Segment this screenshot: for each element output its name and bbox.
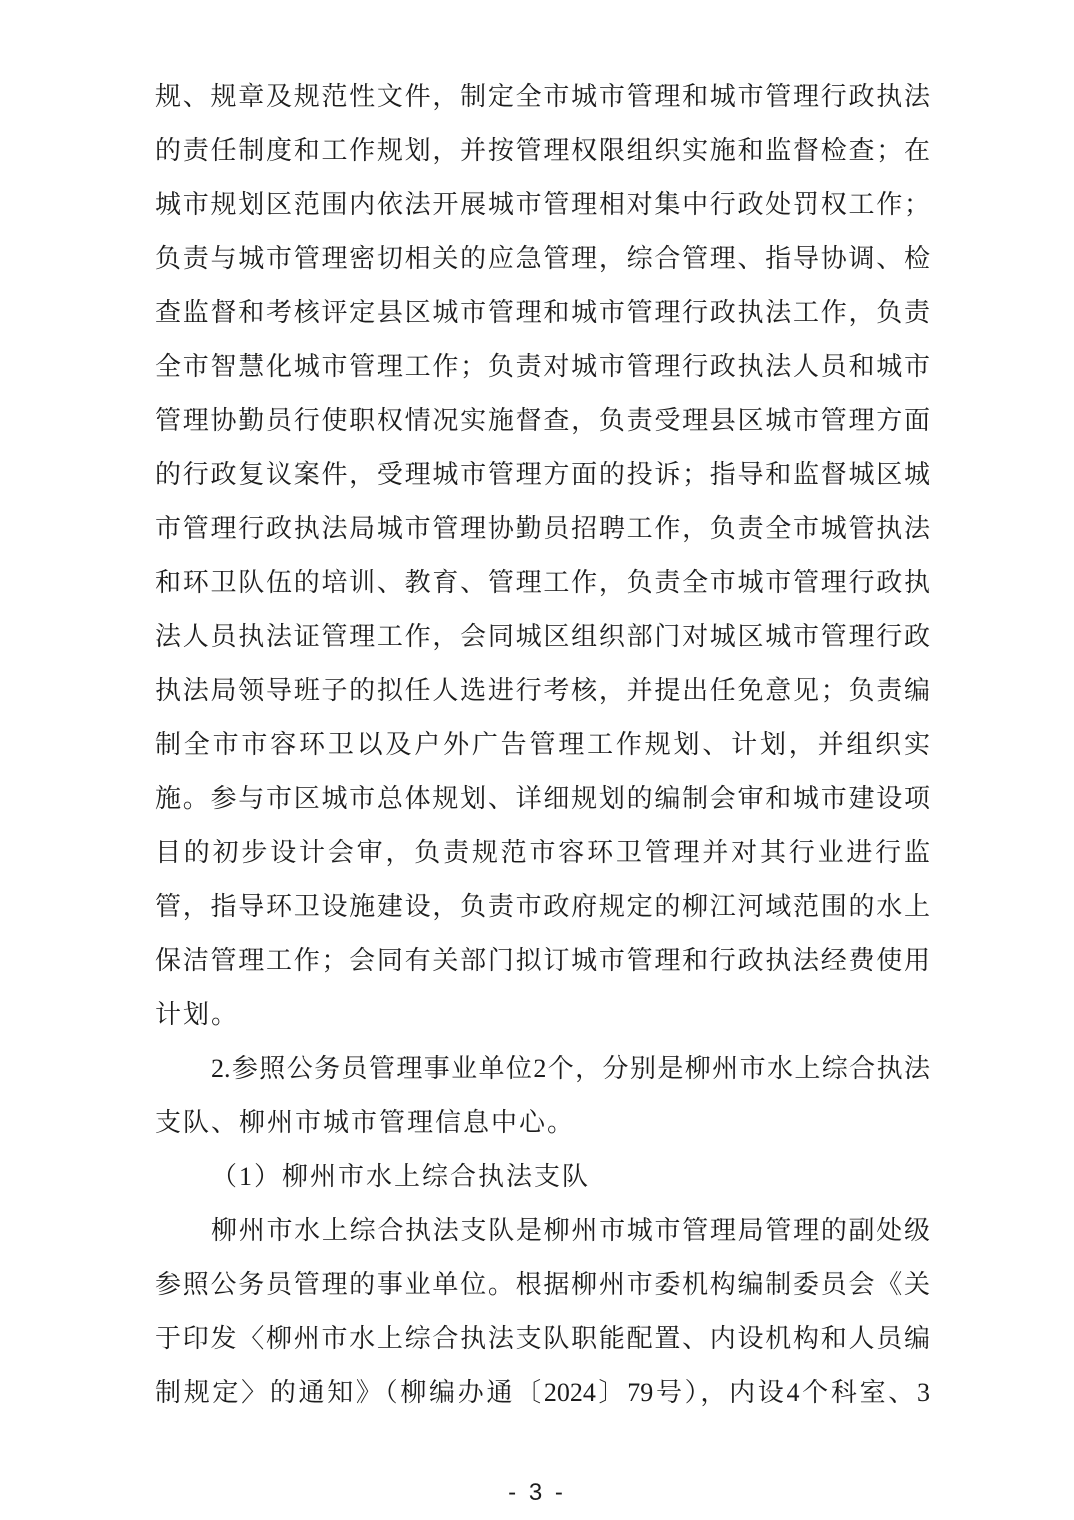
- text-line: 法人员执法证管理工作，会同城区组织部门对城区城市管理行政: [155, 622, 930, 651]
- text-line: 制规定〉的通知》（柳编办通〔2024〕79号），内设4个科室、3: [155, 1378, 930, 1407]
- text-line: 的行政复议案件，受理城市管理方面的投诉；指导和监督城区城: [155, 460, 930, 489]
- text-line: 管理协勤员行使职权情况实施督查，负责受理县区城市管理方面: [155, 406, 930, 435]
- text-line: 参照公务员管理的事业单位。根据柳州市委机构编制委员会《关: [155, 1270, 930, 1299]
- text-line: 目的初步设计会审，负责规范市容环卫管理并对其行业进行监: [155, 838, 930, 867]
- text-line: 查监督和考核评定县区城市管理和城市管理行政执法工作，负责: [155, 298, 930, 327]
- text-line: 管，指导环卫设施建设，负责市政府规定的柳江河域范围的水上: [155, 892, 930, 921]
- text-line: 2.参照公务员管理事业单位2个，分别是柳州市水上综合执法: [211, 1054, 930, 1083]
- text-line: 计划。: [155, 1000, 240, 1029]
- text-line: 于印发〈柳州市水上综合执法支队职能配置、内设机构和人员编: [155, 1324, 930, 1353]
- page-number: - 3 -: [508, 1479, 566, 1506]
- text-line: 城市规划区范围内依法开展城市管理相对集中行政处罚权工作；: [155, 190, 930, 219]
- text-line: 负责与城市管理密切相关的应急管理，综合管理、指导协调、检: [155, 244, 930, 273]
- page-footer: [0, 1476, 1074, 1510]
- document-body: [155, 70, 930, 1420]
- text-line: 执法局领导班子的拟任人选进行考核，并提出任免意见；负责编: [155, 676, 930, 705]
- text-line: 的责任制度和工作规划，并按管理权限组织实施和监督检查；在: [155, 136, 930, 165]
- text-line: 规、规章及规范性文件，制定全市城市管理和城市管理行政执法: [155, 82, 930, 111]
- text-line: 市管理行政执法局城市管理协勤员招聘工作，负责全市城管执法: [155, 514, 930, 543]
- text-line: 和环卫队伍的培训、教育、管理工作，负责全市城市管理行政执: [155, 568, 930, 597]
- text-line: 制全市市容环卫以及户外广告管理工作规划、计划，并组织实: [155, 730, 930, 759]
- text-line: （1）柳州市水上综合执法支队: [211, 1162, 591, 1191]
- text-line: 全市智慧化城市管理工作；负责对城市管理行政执法人员和城市: [155, 352, 930, 381]
- text-line: 施。参与市区城市总体规划、详细规划的编制会审和城市建设项: [155, 784, 930, 813]
- text-line: 柳州市水上综合执法支队是柳州市城市管理局管理的副处级: [211, 1216, 930, 1245]
- text-line: 保洁管理工作；会同有关部门拟订城市管理和行政执法经费使用: [155, 946, 930, 975]
- text-line: 支队、柳州市城市管理信息中心。: [155, 1108, 576, 1137]
